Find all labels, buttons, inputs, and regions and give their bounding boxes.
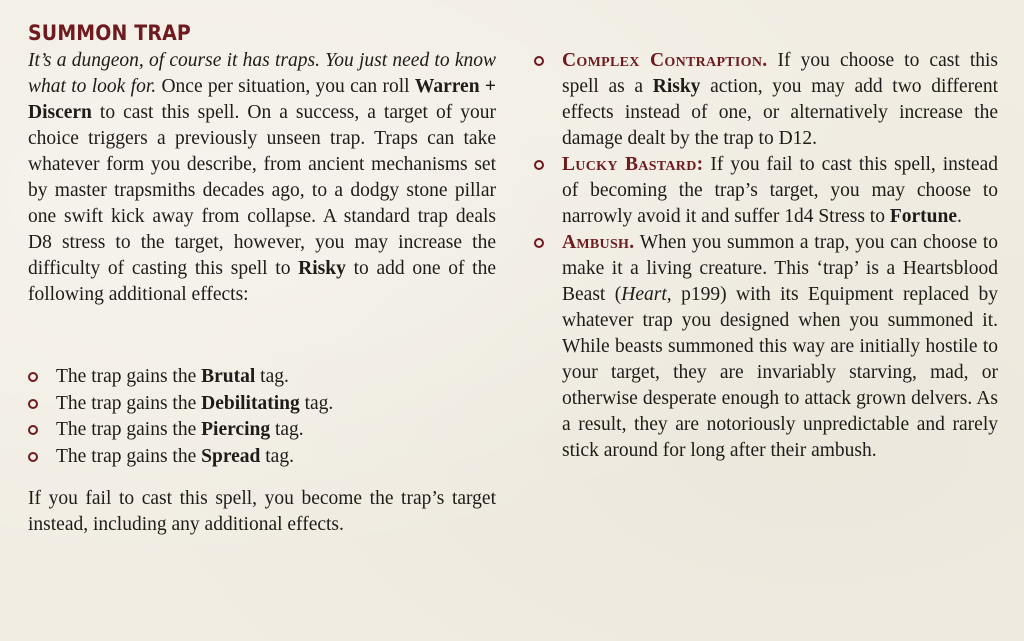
spell-description: It’s a dungeon, of course it has traps. You just need to know what to look for. Once per situation, you can roll Warren + Discern to cast this spell. On a success, a target of your choice triggers a previously unseen trap. Traps can take whatever form you describe, from ancient mechanisms set by master trapsmiths decades ago, to a dodgy stone pillar one swift kick away from collapse. A standard trap deals D8 stress to the target, however, you may increase the difficulty of casting this spell to Risky to add one of the following additional effects:: [28, 50, 496, 305]
circle-bullet-icon: [28, 452, 38, 462]
option-ambush: Ambush. When you summon a trap, you can choose to make it a living creature. This ‘trap’ is a Heartsblood Beast (Heart, p199) with its Equipment replaced by whatever trap you designed when you summoned it. While beasts summoned this way are initially hostile to your target, they are invariably starving, mad, or otherwise desperate enough to attack grown delvers. As a result, they are notoriously unpredictable and rarely stick around for long after their ambush.: [534, 230, 998, 464]
circle-bullet-icon: [28, 399, 38, 409]
spell-title: SUMMON TRAP: [28, 21, 191, 45]
flavor-text: It’s a dungeon, of course it has traps. You just need to know what to look for.: [28, 50, 496, 97]
circle-bullet-icon: [28, 372, 38, 382]
circle-bullet-icon: [534, 160, 544, 170]
list-item: The trap gains the Piercing tag.: [28, 417, 496, 444]
tag-effects-list: [28, 364, 496, 470]
option-name: Ambush.: [562, 232, 635, 253]
spell-options-list: [534, 48, 998, 464]
circle-bullet-icon: [534, 56, 544, 66]
list-item: The trap gains the Spread tag.: [28, 444, 496, 471]
circle-bullet-icon: [534, 238, 544, 248]
failure-text: If you fail to cast this spell, you become the trap’s target instead, including any additional effects.: [28, 488, 496, 535]
option-name: Complex Contraption.: [562, 50, 768, 71]
option-lucky-bastard: Lucky Bastard: If you fail to cast this spell, instead of becoming the trap’s target, you may choose to narrowly avoid it and suffer 1d4 Stress to Fortune.: [534, 152, 998, 230]
option-name: Lucky Bastard:: [562, 154, 704, 175]
list-item: The trap gains the Brutal tag.: [28, 364, 496, 391]
risky-keyword: Risky: [298, 258, 346, 279]
list-item: The trap gains the Debilitating tag.: [28, 391, 496, 418]
roll-stats: Warren + Discern: [28, 76, 496, 123]
circle-bullet-icon: [28, 425, 38, 435]
option-complex-contraption: Complex Contraption. If you choose to cast this spell as a Risky action, you may add two different effects instead of one, or alternatively increase the damage dealt by the trap to D12.: [534, 48, 998, 152]
